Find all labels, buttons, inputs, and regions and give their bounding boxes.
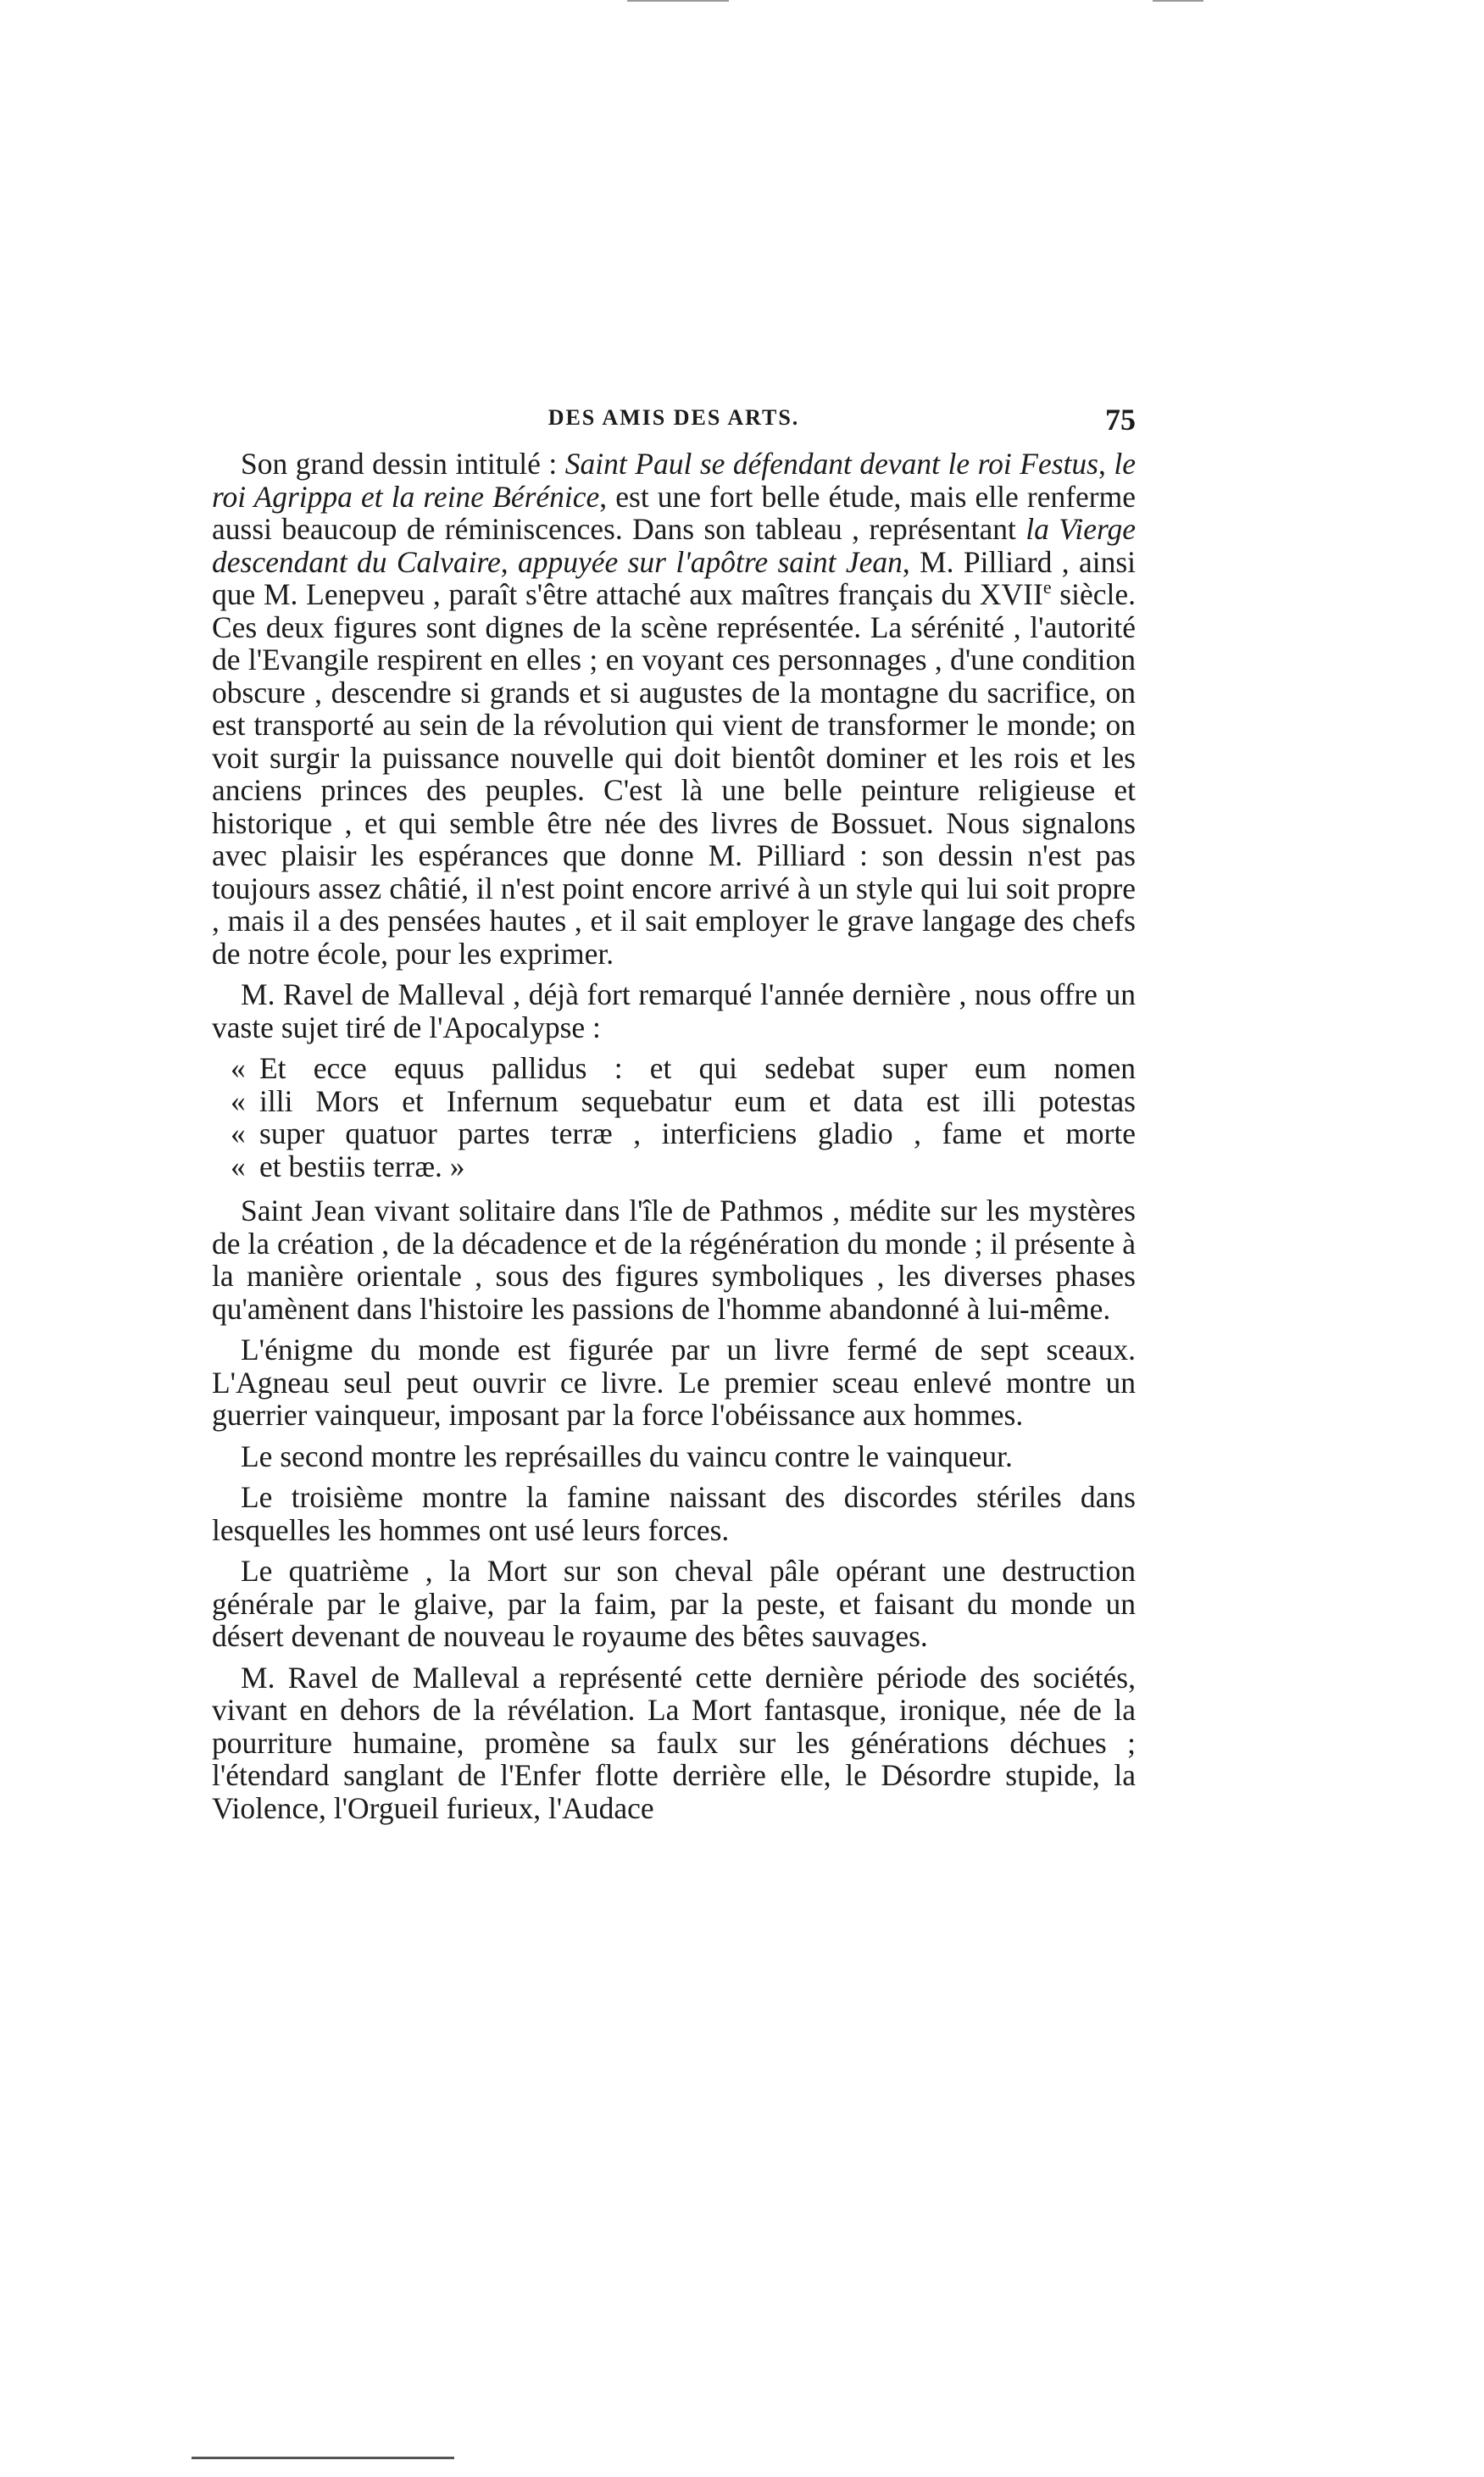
top-edge-mark [1153,0,1203,2]
text-run: , est une fort belle étude, mais elle renferme aussi beaucoup de réminiscences. Dans son tableau , représentant [212,479,1136,546]
quote-line-text: illi Mors et Infernum sequebatur eum et data est illi potestas [259,1083,1136,1118]
quote-line-text: Et ecce equus pallidus : et qui sedebat super eum nomen [259,1051,1136,1085]
body-text [212,448,1136,1833]
paragraph [212,448,1136,970]
text-run: Son grand dessin intitulé : [241,447,565,481]
quote-mark: « [231,1051,246,1085]
text-run: siècle. Ces deux figures sont dignes de la scène représentée. La sérénité , l'autorité de l'Evangile respirent en elles ; en voyant ces personnages , d'une condition obscure , descendre si grands et si augustes de la montagne du sacrifice, on est transporté au sein de la révolution qui vient de transformer le monde; on voit surgir la puissance nouvelle qui doit bientôt dominer et les rois et les anciens princes des peuples. C'est là une belle peinture religieuse et historique , et qui semble être née des livres de Bossuet. Nous signalons avec plaisir les espérances que donne M. Pilliard : son dessin n'est pas toujours assez châtié, il n'est point encore arrivé à un style qui lui soit propre , mais il a des pensées hautes , et il sait employer le grave langage des chefs de notre école, pour les exprimer. [212,577,1136,971]
running-title: DES AMIS DES ARTS. [547,405,800,430]
quote-mark: « [231,1083,246,1118]
text-run: M. Ravel de Malleval , déjà fort remarqué l'année dernière , nous offre un vaste sujet tiré de l'Apocalypse : [212,977,1136,1044]
quote-line-text: super quatuor partes terræ , interficiens gladio , fame et morte [259,1116,1136,1150]
quote-line-text: et bestiis terræ. » [259,1149,465,1183]
paragraph: L'énigme du monde est figurée par un livre fermé de sept sceaux. L'Agneau seul peut ouvrir ce livre. Le premier sceau enlevé montre un guerrier vainqueur, imposant par la force l'obéissance aux hommes. [212,1333,1136,1432]
text-run: , M. Pilliard , ainsi que M. Lenepveu , paraît s'être attaché aux maîtres français du XVII [212,544,1137,611]
bottom-rule [192,2457,454,2459]
quote-mark: « [231,1116,246,1150]
paragraph: Saint Jean vivant solitaire dans l'île de Pathmos , médite sur les mystères de la création , de la décadence et de la régénération du monde ; il présente à la manière orientale , sous des figures symboliques , les diverses phases qu'amènent dans l'histoire les passions de l'homme abandonné à lui-même. [212,1194,1136,1326]
page-header [212,405,1136,439]
paragraph: Le troisième montre la famine naissant des discordes stériles dans lesquelles les hommes ont usé leurs forces. [212,1480,1136,1547]
paragraph: Le quatrième , la Mort sur son cheval pâle opérant une destruction générale par le glaive, par la faim, par la peste, et faisant du monde un désert devenant de nouveau le royaume des bêtes sauvages. [212,1554,1136,1653]
quote-line [212,1150,1136,1183]
quote-mark: « [231,1149,246,1183]
superscript: e [1042,576,1052,598]
italic-title: le roi Agrippa et la reine Bérénice [212,447,1136,514]
quote-line [212,1052,1136,1085]
paragraph [212,978,1136,1044]
text-run: , [1098,447,1114,481]
top-edge-mark [627,0,729,2]
paragraph: M. Ravel de Malleval a représenté cette dernière période des sociétés, vivant en dehors de la révélation. La Mort fantasque, ironique, née de la pourriture humaine, promène sa faulx sur les générations déchues ; l'étendard sanglant de l'Enfer flotte derrière elle, le Désordre stupide, la Violence, l'Orgueil furieux, l'Audace [212,1660,1136,1825]
latin-quotation [212,1052,1136,1183]
italic-title: la Vierge descendant du Calvaire, appuyée sur l'apôtre saint Jean [212,512,1136,579]
paragraph: Le second montre les représailles du vaincu contre le vainqueur. [241,1439,1013,1473]
italic-title: Saint Paul se défendant devant le roi Festus [564,447,1098,481]
quote-line [212,1085,1136,1118]
page-number: 75 [1105,403,1136,437]
quote-line [212,1117,1136,1150]
